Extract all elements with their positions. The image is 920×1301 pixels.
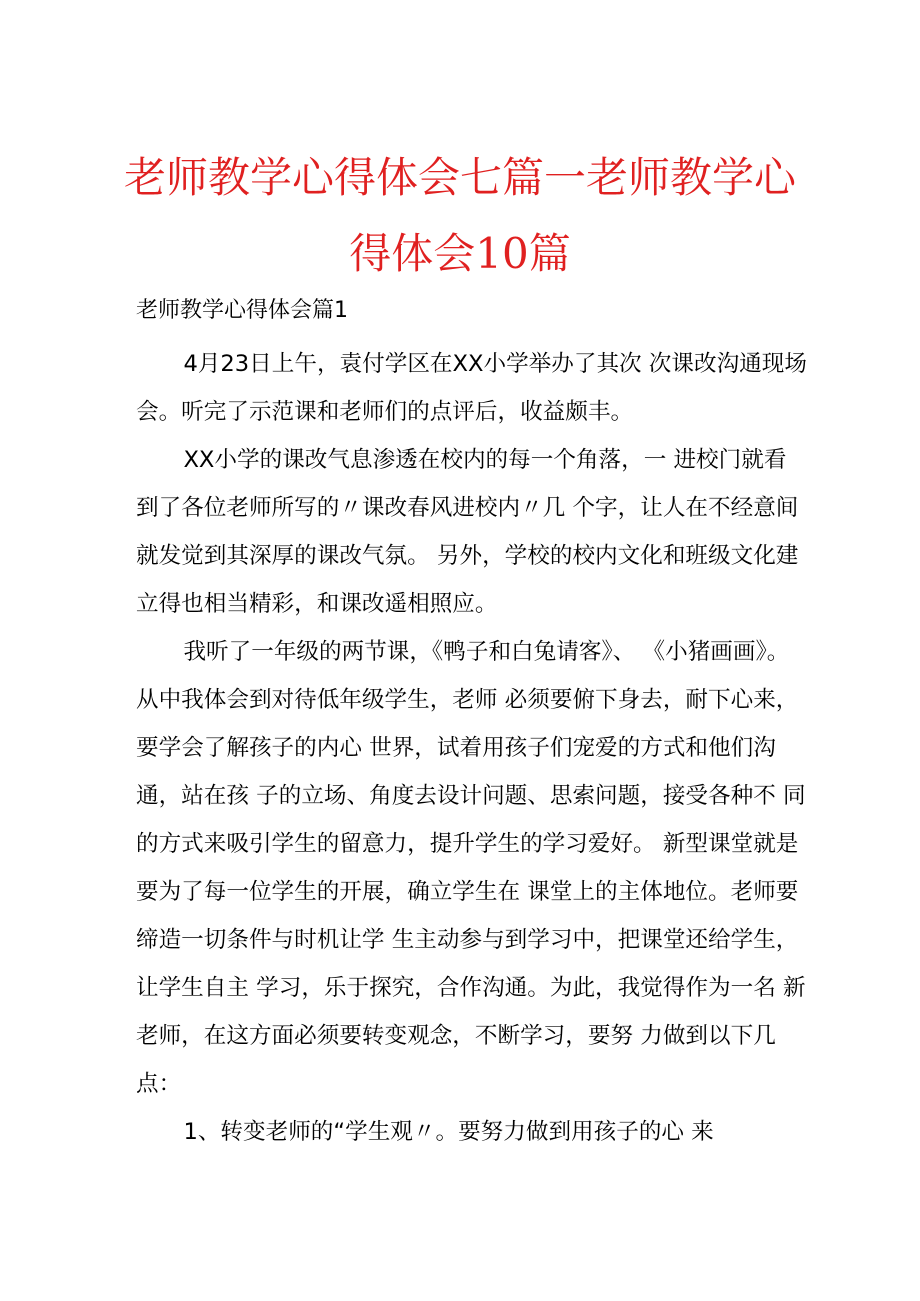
paragraph-2: XX小学的课改气息渗透在校内的每一个角落，一 进校门就看到了各位老师所写的〃课改春风进校内〃几 个字，让人在不经意间就发觉到其深厚的课改气氛。 另外，学校的校内文化和班级文化建立得也相当精彩，和课改遥相照应。: [136, 447, 799, 617]
paragraph-3: 我听了一年级的两节课，《鸭子和白兔请客》、 《小猪画画》。从中我体会到对待低年级学生，老师 必须要俯下身去，耐下心来，要学会了解孩子的内心 世界，试着用孩子们宠爱的方式和他们沟通，站在孩 子的立场、角度去设计问题、思索问题，接受各种不 同的方式来吸引学生的留意力，提升学生的学习爱好。 新型课堂就是要为了每一位学生的开展，确立学生在 课堂上的主体地位。老师要缔造一切条件与时机让学 生主动参与到学习中，把课堂还给学生，让学生自主 学习，乐于探究，合作沟通。为此，我觉得作为一名 新老师，在这方面必须要转变观念，不断学习，要努 力做到以下几点：: [136, 639, 806, 1097]
paragraph-1: 4月23日上午，袁付学区在XX小学举办了其次 次课改沟通现场会。听完了示范课和老师们的点评后，收益颇丰。: [136, 351, 807, 425]
paragraph-4: 1、转变老师的“学生观〃。要努力做到用孩子的心 来: [183, 1119, 714, 1145]
document-title: 老师教学心得体会七篇一老师教学心得体会10篇: [123, 153, 796, 278]
document-body: [136, 340, 808, 1156]
section-heading: 老师教学心得体会篇1: [136, 298, 348, 323]
